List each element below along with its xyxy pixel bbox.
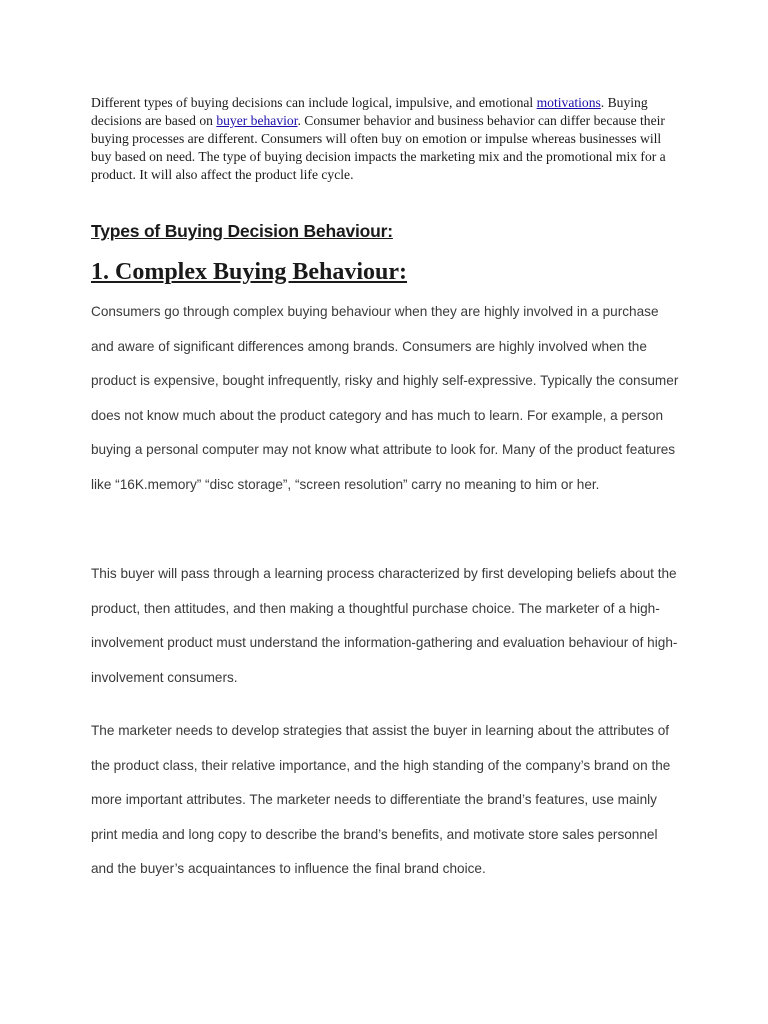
- body-paragraph-1: Consumers go through complex buying behaviour when they are highly involved in a purchase and aware of significant differences among brands. Consumers are highly involved when the product is expensive, bought infrequently, risky and highly self-expressive. Typically the consumer does not know much about the product category and has much to learn. For example, a person buying a personal computer may not know what attribute to look for. Many of the product features like “16K.memory” “disc storage”, “screen resolution” carry no meaning to him or her.: [91, 304, 679, 492]
- intro-text-part-2: . Buying decisions are based on: [91, 95, 648, 128]
- intro-text-part-3: . Consumer behavior and business behavior can differ because their buying processes are different. Consumers will often buy on emotion or impulse whereas businesses will buy based on need. The type of buying decision impacts the marketing mix and the promotional mix for a product. It will also affect the product life cycle.: [91, 113, 666, 182]
- buyer-behavior-link[interactable]: buyer behavior: [216, 113, 298, 128]
- intro-paragraph: [91, 93, 681, 184]
- intro-text-part-1: Different types of buying decisions can include logical, impulsive, and emotional: [91, 95, 537, 110]
- complex-buying-heading: 1. Complex Buying Behaviour:: [91, 259, 408, 285]
- body-paragraph-2: This buyer will pass through a learning process characterized by first developing beliefs about the product, then attitudes, and then making a thoughtful purchase choice. The marketer of a high-involvement product must understand the information-gathering and evaluation behaviour of high-involvement consumers.: [91, 566, 678, 685]
- body-paragraph-3: The marketer needs to develop strategies that assist the buyer in learning about the attributes of the product class, their relative importance, and the high standing of the company’s brand on the more important attributes. The marketer needs to differentiate the brand’s features, use mainly print media and long copy to describe the brand’s benefits, and motivate store sales personnel and the buyer’s acquaintances to influence the final brand choice.: [91, 723, 671, 877]
- section-heading: Types of Buying Decision Behaviour:: [91, 221, 393, 241]
- motivations-link[interactable]: motivations: [536, 95, 601, 110]
- document-page: [91, 93, 681, 877]
